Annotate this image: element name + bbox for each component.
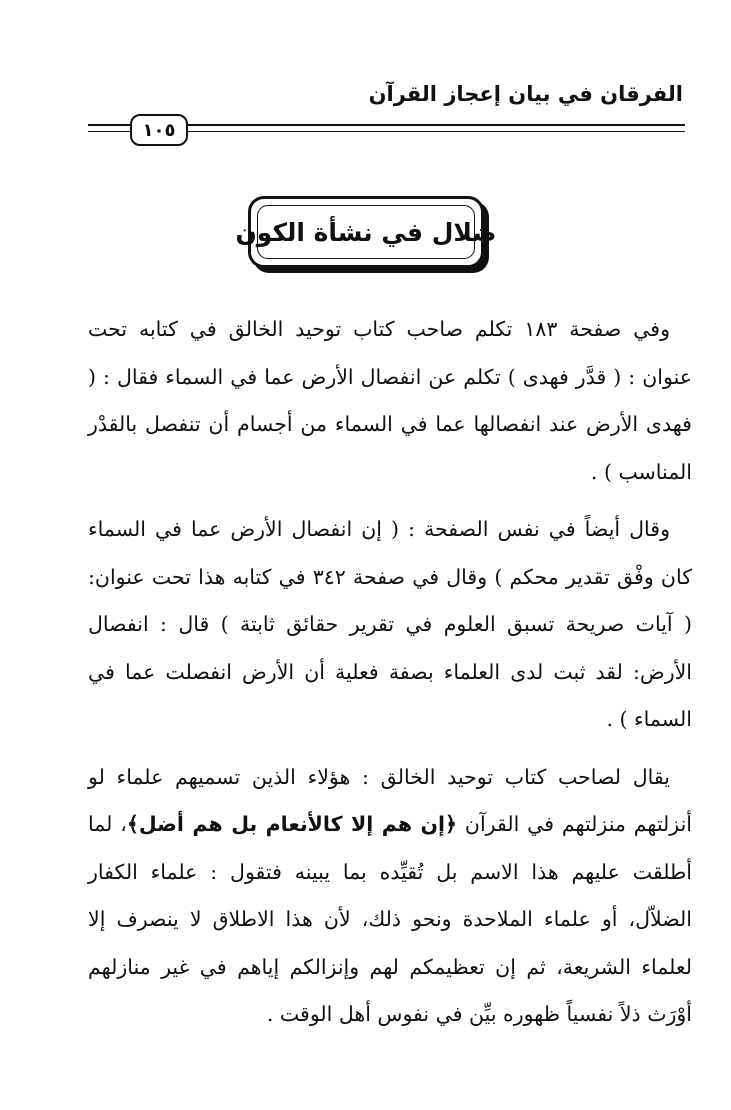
paragraph-3 [88,754,692,1039]
body-text [88,306,692,1039]
header-rule-left-thin [88,131,130,132]
header-rule-thin [188,131,685,132]
quran-verse: ﴿إن هم إلا كالأنعام بل هم أضل﴾ [126,812,458,836]
section-heading-frame [235,196,497,268]
header-rule-left [88,124,130,126]
header-rule [188,124,685,126]
page-number: ١٠٥ [130,114,188,146]
paragraph-3-intro: يقال لصاحب كتاب توحيد الخالق : هؤلاء الذين تسميهم علماء لو أنزلتهم منزلتهم في القرآن [88,764,692,836]
paragraph-1: وفي صفحة ١٨٣ تكلم صاحب كتاب توحيد الخالق في كتابه تحت عنوان : ( قدَّر فهدى ) تكلم عن انفصال الأرض عما في السماء فقال : ( فهدى الأرض عند انفصالها عما في السماء من أجسام أن تنفصل بالقدْر المناسب ) . [88,317,692,484]
section-title: ضلال في نشأة الكون [257,205,475,259]
paragraph-3-rest: ، لما أطلقت عليهم هذا الاسم بل تُقيِّده بما يبينه فتقول : علماء الكفار الضلاّل، أو علماء الملاحدة ونحو ذلك، لأن هذا الاطلاق لا ينصرف إلا لعلماء الشريعة، ثم إن تعظيمكم لهم وإنزالكم إياهم في غير منازلهم أوْرَث ذلاً نفسياً ظهوره بيِّن في نفوس أهل الوقت . [88,812,692,1026]
paragraph-2: وقال أيضاً في نفس الصفحة : ( إن انفصال الأرض عما في السماء كان وفْق تقدير محكم ) وقال في صفحة ٣٤٢ في كتابه هذا تحت عنوان: ( آيات صريحة تسبق العلوم في تقرير حقائق ثابتة ) قال : انفصال الأرض: لقد ثبت لدى العلماء بصفة فعلية أن الأرض انفصلت عما في السماء ) . [88,517,692,731]
running-title: الفرقان في بيان إعجاز القرآن [368,82,683,106]
